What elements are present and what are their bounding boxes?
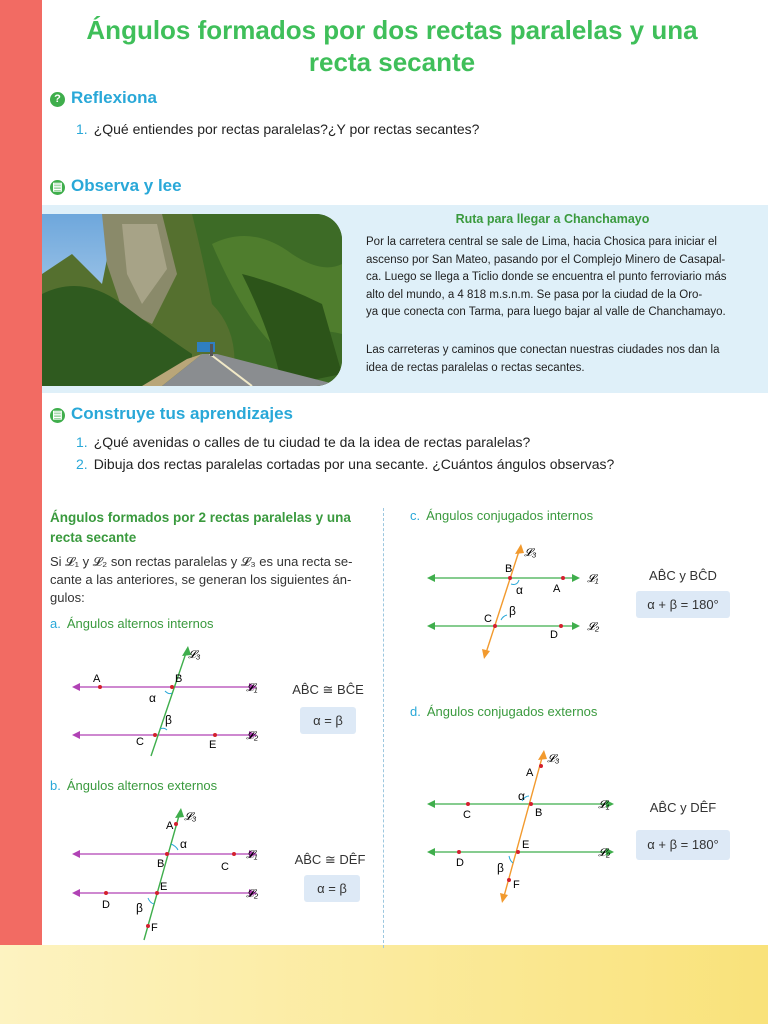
item-c-heading: c. Ángulos conjugados internos bbox=[410, 508, 594, 523]
left-margin-strip bbox=[0, 0, 42, 1024]
label-l3: 𝓛₃ bbox=[184, 811, 197, 823]
page-title bbox=[42, 14, 742, 78]
item-d-heading: d. Ángulos conjugados externos bbox=[410, 704, 598, 719]
label-point-b: B bbox=[157, 858, 165, 870]
page-title-line-2: recta secante bbox=[308, 47, 476, 77]
label-l2: 𝓛₂ bbox=[587, 621, 600, 633]
item-a-equation: α = β bbox=[300, 707, 356, 734]
item-b-heading: b. Ángulos alternos externos bbox=[50, 778, 218, 793]
diagram-c bbox=[425, 540, 625, 662]
bottom-band bbox=[0, 945, 768, 1024]
label-point-b: B bbox=[175, 673, 183, 685]
label-point-c: C bbox=[136, 736, 144, 748]
question-icon: ? bbox=[50, 92, 65, 107]
label-point-a: A bbox=[526, 767, 534, 779]
item-a-relation: AB̂C ≅ BĈE bbox=[292, 682, 364, 697]
label-point-a: A bbox=[93, 673, 101, 685]
item-c-equation: α + β = 180° bbox=[636, 591, 730, 618]
item-a-heading: a. Ángulos alternos internos bbox=[50, 616, 214, 631]
label-point-e: E bbox=[209, 739, 217, 751]
item-c-relation: AB̂C y BĈD bbox=[649, 568, 717, 583]
label-l1: 𝓛₁ bbox=[246, 682, 258, 694]
column-divider bbox=[383, 508, 384, 948]
reading-paragraph-2: Las carreteras y caminos que conectan nuestras ciudades nos dan la idea de rectas paralelas o rectas secantes. bbox=[366, 344, 720, 374]
label-point-f: F bbox=[151, 922, 158, 934]
label-l2: 𝓛₂ bbox=[246, 730, 259, 742]
label-point-c: C bbox=[484, 613, 492, 625]
section-heading-construye: ▤ Construye tus aprendizajes bbox=[50, 404, 293, 424]
label-point-c: C bbox=[463, 809, 471, 821]
label-l1: 𝓛₁ bbox=[598, 799, 610, 811]
label-alpha: α bbox=[180, 837, 187, 851]
label-beta: β bbox=[497, 861, 504, 875]
label-l3: 𝓛₃ bbox=[524, 547, 537, 559]
label-point-b: B bbox=[535, 807, 543, 819]
label-l2: 𝓛₂ bbox=[598, 847, 611, 859]
diagram-a bbox=[70, 642, 270, 760]
item-b-relation: AB̂C ≅ DÊF bbox=[294, 852, 366, 867]
reading-paragraph-1: Por la carretera central se sale de Lima, hacia Chosica para iniciar el ascenso por San Mateo, pasando por el Complejo Minero de Casapal- ca. Luego se llega a Ticlio donde se encuentra el punto ferroviario más alto del mundo, a 4 818 m.s.n.m. Se pasa por la ciudad de la Oro- ya que conecta con Tarma, para luego bajar al valle de Chanchamayo. bbox=[366, 236, 727, 318]
section-heading-reflexiona: ? Reflexiona bbox=[50, 88, 157, 108]
label-point-a: A bbox=[553, 583, 561, 595]
reading-title: Ruta para llegar a Chanchamayo bbox=[455, 212, 650, 226]
section-heading-observa: ▤ Observa y lee bbox=[50, 176, 182, 196]
label-l3: 𝓛₃ bbox=[188, 649, 201, 661]
label-point-e: E bbox=[160, 881, 168, 893]
diagram-b bbox=[70, 804, 270, 944]
question-construye-1: 1. ¿Qué avenidas o calles de tu ciudad te da la idea de rectas paralelas? bbox=[76, 434, 531, 450]
item-d-relation: AB̂C y DÊF bbox=[649, 800, 717, 815]
label-l3: 𝓛₃ bbox=[547, 753, 560, 765]
diagram-d bbox=[425, 746, 625, 906]
label-point-d: D bbox=[550, 629, 558, 641]
theory-intro: Si 𝓛₁ y 𝓛₂ son rectas paralelas y 𝓛₃ es una recta se- cante a las anteriores, se generan los siguientes án- gulos: bbox=[50, 554, 353, 605]
label-l2: 𝓛₂ bbox=[246, 888, 259, 900]
question-reflexiona-1: 1. ¿Qué entiendes por rectas paralelas?¿Y por rectas secantes? bbox=[76, 121, 480, 137]
theory-title: Ángulos formados por 2 rectas paralelas y una recta secante bbox=[50, 510, 351, 545]
label-point-e: E bbox=[522, 839, 530, 851]
label-point-d: D bbox=[102, 899, 110, 911]
label-alpha: α bbox=[516, 583, 523, 597]
label-beta: β bbox=[509, 604, 516, 618]
label-beta: β bbox=[136, 901, 143, 915]
item-d-equation: α + β = 180° bbox=[636, 830, 730, 860]
question-construye-2: 2. Dibuja dos rectas paralelas cortadas por una secante. ¿Cuántos ángulos observas? bbox=[76, 456, 615, 472]
label-point-f: F bbox=[513, 879, 520, 891]
label-alpha: α bbox=[149, 691, 156, 705]
label-point-d: D bbox=[456, 857, 464, 869]
label-alpha: α bbox=[518, 789, 525, 803]
label-point-c: C bbox=[221, 861, 229, 873]
label-point-a: A bbox=[166, 820, 174, 832]
label-point-b: B bbox=[505, 563, 513, 575]
book-icon: ▤ bbox=[50, 408, 65, 423]
label-beta: β bbox=[165, 713, 172, 727]
page-title-line-1: Ángulos formados por dos rectas paralelas y una bbox=[86, 15, 698, 45]
label-l1: 𝓛₁ bbox=[246, 849, 258, 861]
item-b-equation: α = β bbox=[304, 875, 360, 902]
book-icon: ▤ bbox=[50, 180, 65, 195]
road-photo bbox=[42, 214, 342, 386]
label-l1: 𝓛₁ bbox=[587, 573, 599, 585]
road-photo-illustration bbox=[42, 214, 342, 386]
